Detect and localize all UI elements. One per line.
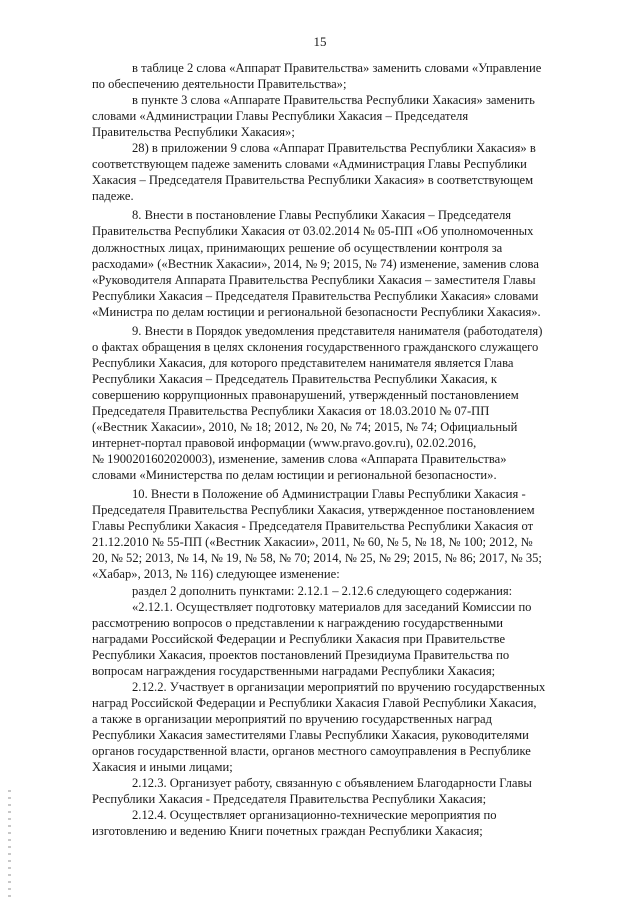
paragraph-2-12-3: 2.12.3. Организует работу, связанную с объявлением Благодарности Главы Республики Хакасия - Председателя Правительства Республики Хакасия; [92,776,532,807]
paragraph-point-3-replacement: в пункте 3 слова «Аппарате Правительства Республики Хакасия» заменить словами «Администрации Главы Республики Хакасия – Председателя Правительства Республики Хакасия»; [92,93,535,140]
paragraph-item-10: 10. Внести в Положение об Администрации Главы Республики Хакасия - Председателя Правительства Республики Хакасия, утвержденное постановлением Главы Республики Хакасия - Председателя Правительства Республики Хакасия от 21.12.2010 № 55-ПП («Вестник Хакасии», 2011, № 60, № 5, № 18, № 100; 2012, № 20, № 52; 2013, № 14, № 19, № 58, № 70; 2014, № 25, № 29; 2015, № 86; 2017, № 35; «Хабар», 2013, № 116) следующее изменение: [92,487,542,582]
page-number: 15 [313,34,327,49]
paragraph-item-8: 8. Внести в постановление Главы Республики Хакасия – Председателя Правительства Республики Хакасия от 03.02.2014 № 05-ПП «Об уполномоченных должностных лицах, принимающих решение об осуществлении контроля за расходами» («Вестник Хакасии», 2014, № 9; 2015, № 74) изменение, заменив слова «Руководителя Аппарата Правительства Республики Хакасия – заместителя Главы Республики Хакасия – Председателя Правительства Республики Хакасия» словами «Министра по делам юстиции и региональной безопасности Республики Хакасия». [92,208,541,319]
paragraph-2-12-4: 2.12.4. Осуществляет организационно-технические мероприятия по изготовлению и ведению Книги почетных граждан Республики Хакасия; [92,808,497,839]
paragraph-2-12-1: «2.12.1. Осуществляет подготовку материалов для заседаний Комиссии по рассмотрению вопросов о представлении к награждению государственными наградами Российской Федерации и Республики Хакасия при Правительстве Республики Хакасия, проектов постановлений Президиума Правительства по вопросам награждения государственными наградами Республики Хакасия; [92,599,532,678]
document-body [92,60,590,839]
paragraph-section-2-addition: раздел 2 дополнить пунктами: 2.12.1 – 2.12.6 следующего содержания: [132,583,513,598]
paragraph-table-2-replacement: в таблице 2 слова «Аппарат Правительства» заменить словами «Управление по обеспечению деятельности Правительства»; [92,61,542,92]
scan-margin-marks [8,790,11,900]
paragraph-item-9: 9. Внести в Порядок уведомления представителя нанимателя (работодателя) о фактах обращения в целях склонения государственного гражданского служащего Республики Хакасия, для которого представителем нанимателя является Глава Республики Хакасия – Председатель Правительства Республики Хакасия, к совершению коррупционных правонарушений, утвержденный постановлением Председателя Правительства Республики Хакасия от 18.03.2010 № 07-ПП («Вестник Хакасии», 2010, № 18; 2012, № 20, № 74; 2015, № 74; Официальный интернет-портал правовой информации (www.pravo.gov.ru), 02.02.2016, № 1900201602020003), изменение, заменив слова «Аппарата Правительства» словами «Министерства по делам юстиции и региональной безопасности». [92,323,543,483]
paragraph-item-28: 28) в приложении 9 слова «Аппарат Правительства Республики Хакасия» в соответствующем падеже заменить словами «Администрация Главы Республики Хакасия – Председателя Правительства Республики Хакасия» в соответствующем падеже. [92,141,536,204]
paragraph-2-12-2: 2.12.2. Участвует в организации мероприятий по вручению государственных наград Российской Федерации и Республики Хакасия Главой Республики Хакасия, а также в организации мероприятий по вручению государственных наград Республики Хакасия заместителями Главы Республики Хакасия, руководителями органов государственной власти, органов местного самоуправления в Республике Хакасия и иными лицами; [92,679,546,775]
